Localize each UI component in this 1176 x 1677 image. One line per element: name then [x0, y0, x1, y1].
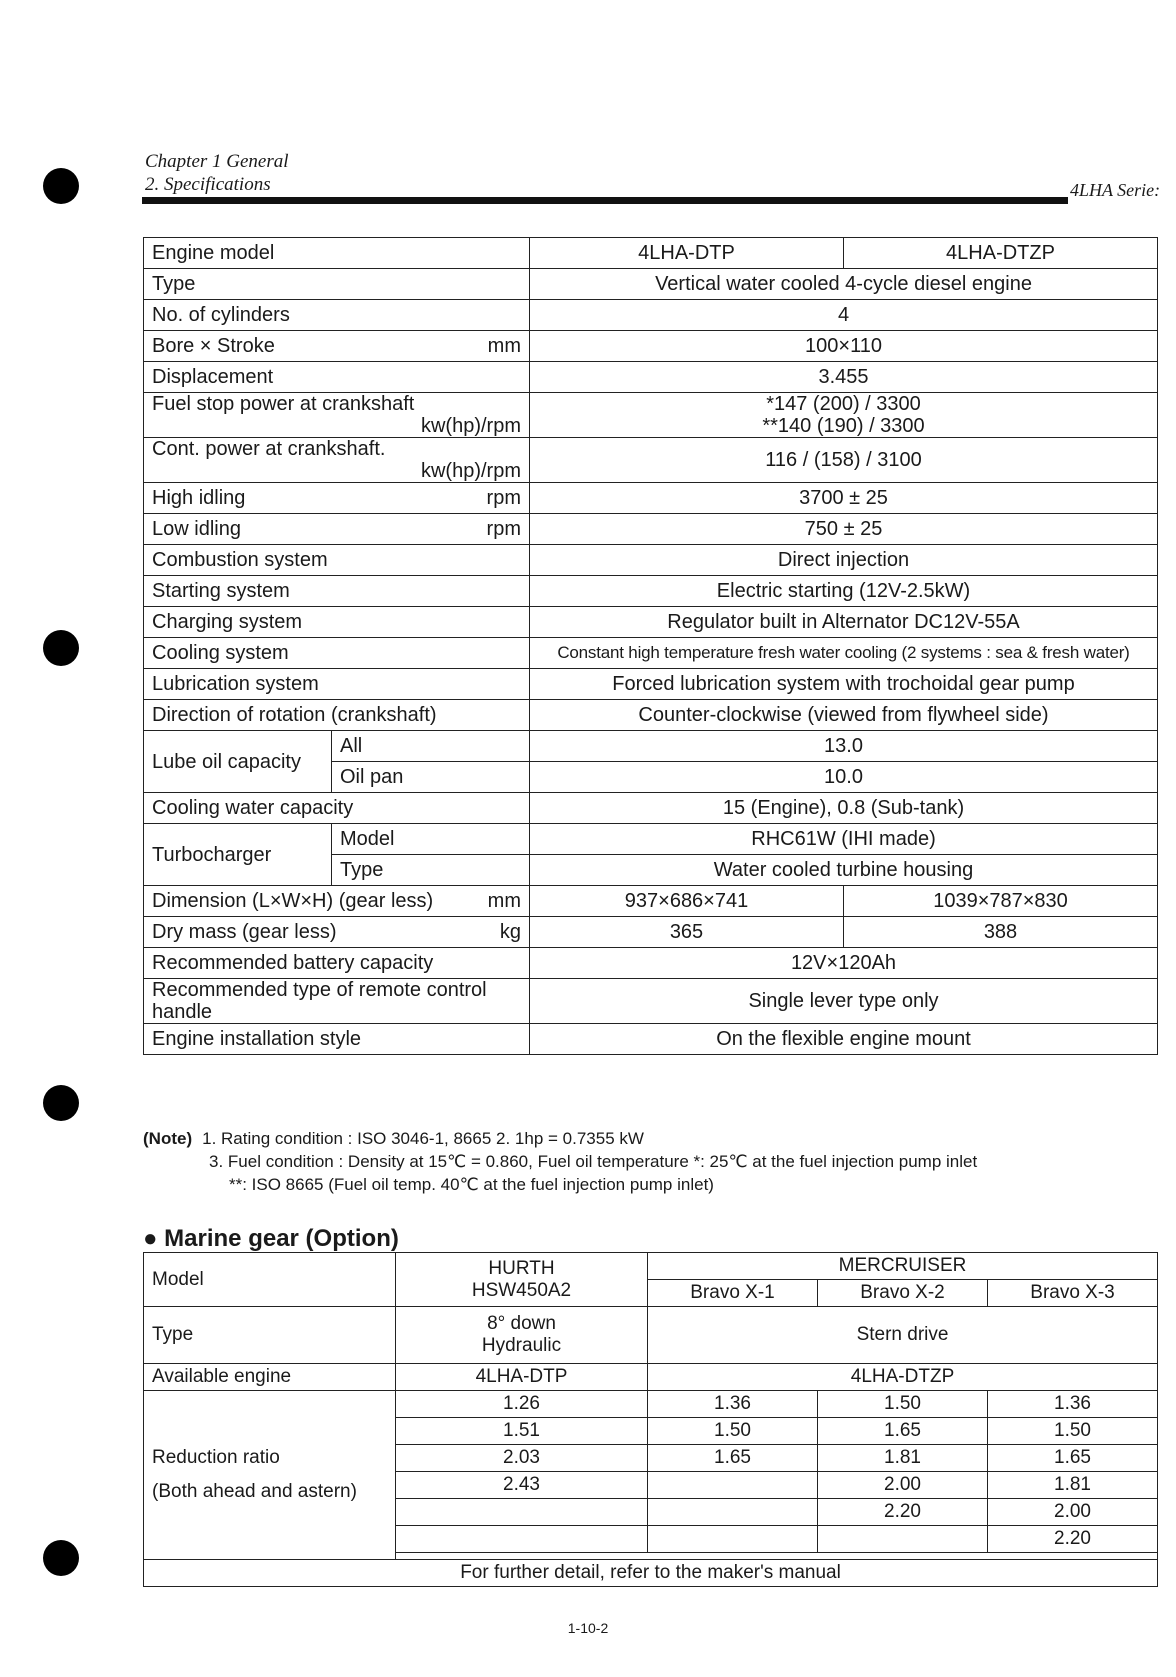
spec-value: 750 ± 25: [530, 514, 1158, 545]
spec-label: Displacement: [144, 362, 530, 393]
spec-unit: kw(hp)/rpm: [420, 415, 521, 437]
page-header: [145, 150, 1145, 196]
spec-label-text: Dry mass (gear less): [152, 921, 337, 943]
table-row: [144, 824, 1158, 855]
ratio-cell: 1.65: [988, 1445, 1158, 1472]
engine-spec-table: [143, 237, 1158, 1055]
ratio-cell: 2.20: [818, 1499, 988, 1526]
table-row: [144, 545, 1158, 576]
gear-value: Stern drive: [648, 1307, 1158, 1364]
marine-gear-title: ● Marine gear (Option): [143, 1225, 399, 1252]
table-row: [144, 576, 1158, 607]
spec-label-text: Fuel stop power at crankshaft: [152, 393, 415, 415]
table-row: [144, 700, 1158, 731]
series-title: 4LHA Serie:: [1070, 180, 1161, 200]
spec-value: On the flexible engine mount: [530, 1024, 1158, 1055]
gear-footer-note: For further detail, refer to the maker's manual: [144, 1560, 1158, 1587]
gear-maker: HURTH: [488, 1257, 555, 1279]
ratio-cell: 2.03: [396, 1445, 648, 1472]
table-row: [144, 514, 1158, 545]
spec-value: Counter-clockwise (viewed from flywheel side): [530, 700, 1158, 731]
spec-value: Single lever type only: [530, 979, 1158, 1024]
table-row: [144, 1560, 1158, 1587]
spec-label: Charging system: [144, 607, 530, 638]
gear-model: Bravo X-2: [818, 1280, 988, 1307]
gear-label: [144, 1391, 396, 1560]
spec-value: Direct injection: [530, 545, 1158, 576]
ratio-cell: 1.65: [648, 1445, 818, 1472]
ratio-cell: [648, 1499, 818, 1526]
spec-value: 365: [530, 917, 844, 948]
spec-label: Combustion system: [144, 545, 530, 576]
ratio-cell: 1.65: [818, 1418, 988, 1445]
gear-label: Model: [144, 1253, 396, 1307]
binder-hole-1: [43, 168, 79, 204]
gear-model: Bravo X-3: [988, 1280, 1158, 1307]
spec-unit: kg: [499, 921, 521, 943]
spec-value: 4LHA-DTZP: [844, 238, 1158, 269]
spec-value: Constant high temperature fresh water cooling (2 systems : sea & fresh water): [530, 638, 1158, 669]
binder-hole-3: [43, 1085, 79, 1121]
table-row: [144, 300, 1158, 331]
ratio-cell: [396, 1526, 648, 1553]
gear-value: [396, 1307, 648, 1364]
spec-value: [530, 393, 1158, 438]
ratio-cell: 1.50: [818, 1391, 988, 1418]
spec-value: Regulator built in Alternator DC12V-55A: [530, 607, 1158, 638]
spec-value: 937×686×741: [530, 886, 844, 917]
spec-value: Forced lubrication system with trochoidal gear pump: [530, 669, 1158, 700]
spec-value: 116 / (158) / 3100: [530, 438, 1158, 483]
table-row: [144, 483, 1158, 514]
note-prefix: (Note): [143, 1129, 193, 1148]
spec-value-line: *147 (200) / 3300: [766, 393, 921, 415]
spec-label: [144, 514, 530, 545]
spec-unit: mm: [487, 335, 521, 357]
table-row: [144, 1307, 1158, 1364]
spec-label: Lube oil capacity: [144, 731, 332, 793]
spec-label: Type: [144, 269, 530, 300]
spec-label-line: handle: [152, 1001, 213, 1023]
spec-value: 3.455: [530, 362, 1158, 393]
table-row: [144, 948, 1158, 979]
gear-label: Available engine: [144, 1364, 396, 1391]
table-row: [144, 886, 1158, 917]
binder-hole-4: [43, 1540, 79, 1576]
spec-value: 12V×120Ah: [530, 948, 1158, 979]
spec-value-line: **140 (190) / 3300: [762, 415, 925, 437]
spec-label: Starting system: [144, 576, 530, 607]
spec-label-text: Cont. power at crankshaft.: [152, 438, 386, 460]
spec-value: Water cooled turbine housing: [530, 855, 1158, 886]
spec-value: 10.0: [530, 762, 1158, 793]
spec-label: Recommended battery capacity: [144, 948, 530, 979]
spec-sublabel: Type: [332, 855, 530, 886]
spec-label-text: Dimension (L×W×H) (gear less): [152, 890, 434, 912]
binder-hole-2: [43, 630, 79, 666]
spec-value: RHC61W (IHI made): [530, 824, 1158, 855]
spec-label: Turbocharger: [144, 824, 332, 886]
table-row: [144, 979, 1158, 1024]
table-row: [144, 331, 1158, 362]
spec-sublabel: All: [332, 731, 530, 762]
spec-sublabel: Oil pan: [332, 762, 530, 793]
spec-value: 15 (Engine), 0.8 (Sub-tank): [530, 793, 1158, 824]
ratio-cell: 1.50: [988, 1418, 1158, 1445]
note-line-2: 3. Fuel condition : Density at 15℃ = 0.860, Fuel oil temperature *: 25℃ at the fuel injection pump inlet: [209, 1152, 978, 1171]
note-line-3: **: ISO 8665 (Fuel oil temp. 40℃ at the fuel injection pump inlet): [229, 1175, 714, 1194]
note-text: 1. Rating condition : ISO 3046-1, 8665 2. 1hp = 0.7355 kW: [202, 1129, 644, 1148]
spec-value: Vertical water cooled 4-cycle diesel engine: [530, 269, 1158, 300]
spec-label: Cooling system: [144, 638, 530, 669]
spec-label: No. of cylinders: [144, 300, 530, 331]
table-row: [144, 238, 1158, 269]
spec-label: [144, 979, 530, 1024]
gear-value: [396, 1253, 648, 1307]
gear-value: 4LHA-DTZP: [648, 1364, 1158, 1391]
spec-value: 100×110: [530, 331, 1158, 362]
ratio-cell: [648, 1472, 818, 1499]
spec-note: [143, 1127, 977, 1196]
spec-sublabel: Model: [332, 824, 530, 855]
table-row: [144, 793, 1158, 824]
spec-unit: rpm: [486, 487, 521, 509]
page-number: 1-10-2: [567, 1620, 609, 1636]
table-row: [144, 1391, 1158, 1418]
ratio-cell: 1.36: [648, 1391, 818, 1418]
spec-label: [144, 483, 530, 514]
spec-label: [144, 393, 530, 438]
table-row: [144, 731, 1158, 762]
spec-label-line: Recommended type of remote control: [152, 979, 487, 1001]
spec-value: 1039×787×830: [844, 886, 1158, 917]
spec-label: [144, 438, 530, 483]
header-rule: [142, 197, 1068, 204]
spec-label-text: High idling: [152, 487, 246, 509]
table-row: [144, 269, 1158, 300]
spec-label: [144, 886, 530, 917]
spec-label: Engine model: [144, 238, 530, 269]
ratio-cell: 1.36: [988, 1391, 1158, 1418]
gear-value: 4LHA-DTP: [396, 1364, 648, 1391]
gear-label-line: (Both ahead and astern): [152, 1481, 357, 1502]
spec-unit: rpm: [486, 518, 521, 540]
spec-value: 4: [530, 300, 1158, 331]
gear-type-line: Hydraulic: [481, 1335, 562, 1356]
spec-label: Engine installation style: [144, 1024, 530, 1055]
spec-value: 388: [844, 917, 1158, 948]
table-row: [144, 393, 1158, 438]
spec-value: 4LHA-DTP: [530, 238, 844, 269]
ratio-cell: 1.81: [818, 1445, 988, 1472]
gear-label: Type: [144, 1307, 396, 1364]
ratio-cell: 2.00: [988, 1499, 1158, 1526]
spec-label: [144, 331, 530, 362]
ratio-cell: [396, 1499, 648, 1526]
table-row: [144, 1253, 1158, 1280]
spec-label: Direction of rotation (crankshaft): [144, 700, 530, 731]
spec-label: Lubrication system: [144, 669, 530, 700]
ratio-cell: 1.81: [988, 1472, 1158, 1499]
spec-label: Cooling water capacity: [144, 793, 530, 824]
ratio-cell: 2.00: [818, 1472, 988, 1499]
table-row: [144, 1364, 1158, 1391]
table-row: [144, 917, 1158, 948]
ratio-cell: [648, 1526, 818, 1553]
table-row: [144, 362, 1158, 393]
gear-label-line: Reduction ratio: [152, 1447, 280, 1468]
section-title: 2. Specifications: [145, 174, 271, 195]
gear-model: HSW450A2: [471, 1279, 572, 1301]
spec-label: [144, 917, 530, 948]
spec-value: Electric starting (12V-2.5kW): [530, 576, 1158, 607]
ratio-cell: 1.50: [648, 1418, 818, 1445]
ratio-cell: 1.26: [396, 1391, 648, 1418]
table-row: [144, 638, 1158, 669]
spec-unit: mm: [487, 890, 521, 912]
gear-model: Bravo X-1: [648, 1280, 818, 1307]
spec-value: 3700 ± 25: [530, 483, 1158, 514]
ratio-cell: 2.20: [988, 1526, 1158, 1553]
table-row: [144, 438, 1158, 483]
spec-unit: kw(hp)/rpm: [420, 460, 521, 482]
table-row: [144, 607, 1158, 638]
spec-label-text: Bore × Stroke: [152, 335, 275, 357]
note-line-1: [143, 1127, 977, 1150]
ratio-cell: 2.43: [396, 1472, 648, 1499]
spec-label-text: Low idling: [152, 518, 241, 540]
ratio-cell: 1.51: [396, 1418, 648, 1445]
table-row: [144, 1024, 1158, 1055]
spec-value: 13.0: [530, 731, 1158, 762]
ratio-cell: [818, 1526, 988, 1553]
table-row: [144, 669, 1158, 700]
gear-maker: MERCRUISER: [648, 1253, 1158, 1280]
marine-gear-table: [143, 1252, 1158, 1587]
gear-type-line: 8° down: [487, 1313, 556, 1334]
chapter-title: Chapter 1 General: [145, 151, 289, 172]
